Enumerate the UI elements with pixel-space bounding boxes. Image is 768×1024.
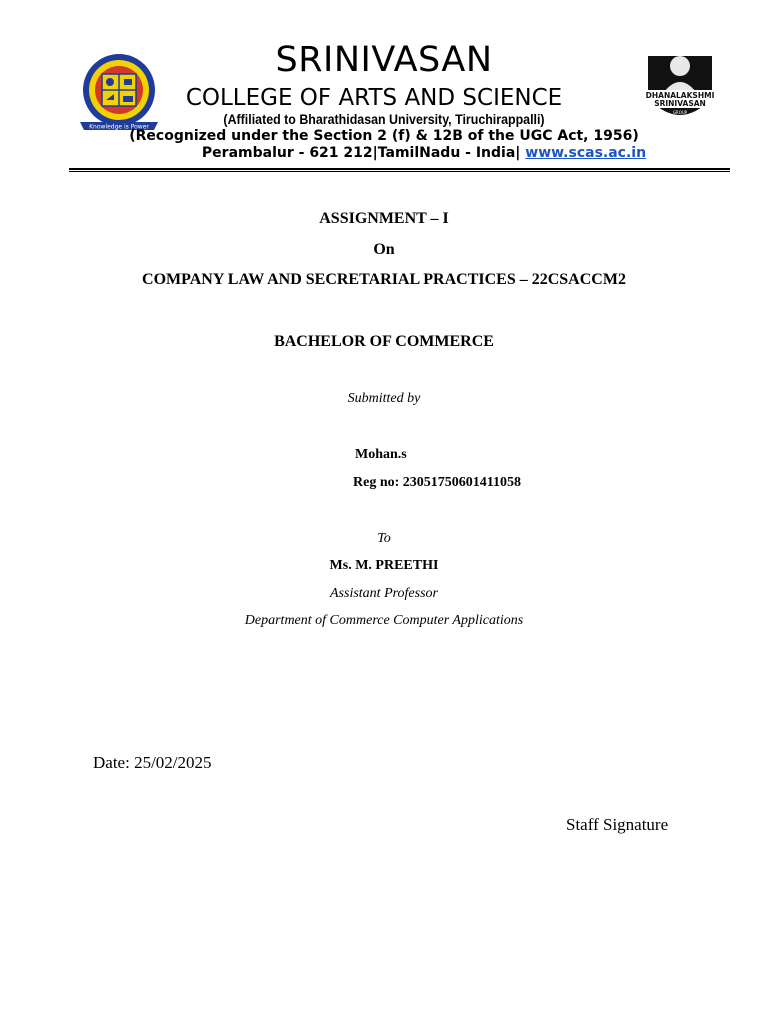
degree-title: BACHELOR OF COMMERCE bbox=[274, 333, 494, 350]
address-line bbox=[0, 145, 768, 161]
svg-text:GROUP: GROUP bbox=[672, 110, 688, 115]
assignment-title: ASSIGNMENT – I bbox=[319, 210, 449, 227]
affiliation-line: (Affiliated to Bharathidasan University, Tiruchirappalli) bbox=[223, 112, 545, 127]
student-name: Mohan.s bbox=[355, 447, 407, 462]
svg-text:★★★★: ★★★★ bbox=[667, 118, 693, 126]
svg-text:DHANALAKSHMI: DHANALAKSHMI bbox=[645, 91, 715, 100]
submitted-by-label: Submitted by bbox=[347, 391, 421, 406]
emblem-motto: Knowledge is Power bbox=[89, 123, 149, 131]
college-letterhead bbox=[0, 0, 768, 180]
to-label: To bbox=[377, 531, 391, 546]
address-text: Perambalur - 621 212|TamilNadu - India| bbox=[201, 145, 521, 161]
staff-name: Ms. M. PREETHI bbox=[329, 558, 439, 573]
website-link[interactable]: www.scas.ac.in bbox=[525, 145, 647, 161]
staff-signature-label: Staff Signature bbox=[566, 815, 669, 834]
department-name: Department of Commerce Computer Applications bbox=[244, 613, 524, 628]
header-divider-thin bbox=[69, 171, 730, 172]
header-divider bbox=[69, 168, 730, 170]
course-title: COMPANY LAW AND SECRETARIAL PRACTICES – 22CSACCM2 bbox=[142, 271, 626, 288]
recognition-line: (Recognized under the Section 2 (f) & 12B of the UGC Act, 1956) bbox=[129, 128, 639, 144]
college-name: SRINIVASAN bbox=[275, 40, 493, 80]
svg-text:SRINIVASAN: SRINIVASAN bbox=[654, 99, 706, 108]
register-number: Reg no: 23051750601411058 bbox=[353, 475, 521, 490]
on-label: On bbox=[373, 241, 395, 258]
college-subtitle: COLLEGE OF ARTS AND SCIENCE bbox=[185, 85, 563, 111]
submission-date: Date: 25/02/2025 bbox=[93, 753, 212, 772]
staff-designation: Assistant Professor bbox=[330, 586, 438, 601]
